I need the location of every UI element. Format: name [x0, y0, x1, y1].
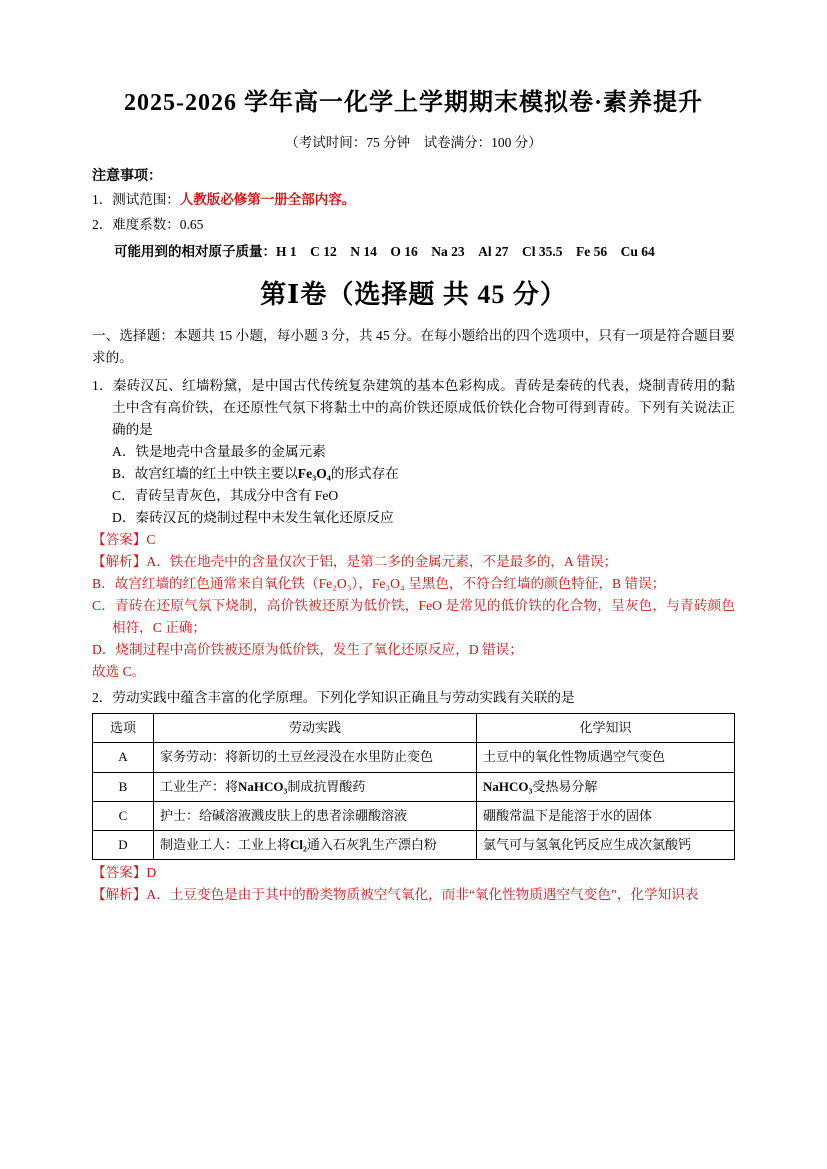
question-1-explain-2: B．故宫红墙的红色通常来自氧化铁（Fe₂O₃），Fe₃O₄ 呈黑色，不符合红墙的颜色特征，B 错误；: [92, 576, 666, 592]
question-1-option-a: [92, 441, 735, 463]
row-b-knowledge: [477, 772, 735, 801]
question-1-number: 1．: [92, 377, 113, 393]
row-c-practice: [154, 801, 477, 830]
answer-label: 【答案】: [92, 865, 147, 881]
option-c-key: C．: [112, 488, 135, 504]
section-intro: 一、选择题：本题共 15 小题，每小题 3 分，共 45 分。在每小题给出的四个选项中，只有一项是符合题目要求的。: [92, 327, 735, 365]
row-d-know-pre: 氯气可与氢氧化钙反应生成次氯酸钙: [483, 836, 692, 852]
table-row: [93, 830, 735, 859]
atomic-mass-label: 可能用到的相对原子质量：: [114, 243, 276, 259]
notice-index-2: 2．: [92, 217, 113, 233]
section-title: 第Ⅰ卷（选择题 共 45 分）: [260, 279, 567, 309]
option-b-formula: Fe₃O₄: [297, 466, 331, 482]
table-header-option: 选项: [93, 714, 154, 743]
row-c-know-pre: 硼酸常温下是能溶于水的固体: [483, 807, 653, 823]
row-b-practice-post: 制成抗胃酸药: [287, 778, 366, 794]
answer-value: C: [146, 532, 156, 548]
row-b-know-post: 受热易分解: [532, 778, 598, 794]
explain-text-1: A．铁在地壳中的含量仅次于铝，是第二多的金属元素，不是最多的，A 错误；: [146, 554, 618, 570]
row-a-practice-pre: 家务劳动：将新切的土豆丝浸没在水里防止变色: [160, 749, 434, 765]
question-1-option-b: [92, 463, 735, 485]
table-row: [93, 772, 735, 801]
explain-text-1: A．土豆变色是由于其中的酚类物质被空气氧化，而非“氧化性物质遇空气变色”，化学知识表: [146, 887, 699, 903]
question-2: [92, 687, 735, 906]
row-b-practice-pre: 工业生产：将: [160, 778, 239, 794]
question-2-number: 2．: [92, 690, 113, 706]
table-row: [93, 743, 735, 772]
question-1-explain-5: 故选 C。: [92, 664, 146, 680]
notice-index-1: 1．: [92, 192, 113, 208]
notice-label-2: 难度系数：: [112, 217, 180, 233]
option-b-key: B．: [112, 466, 135, 482]
row-b-option: B: [93, 772, 154, 801]
question-2-stem: [92, 687, 735, 709]
question-1-text: 秦砖汉瓦、红墙粉黛，是中国古代传统复杂建筑的基本色彩构成。青砖是秦砖的代表，烧制青砖用的黏土中含有高价铁，在还原性气氛下将黏土中的高价铁还原成低价铁化合物可得到青砖。下列有关说法正确的是: [112, 377, 736, 437]
row-d-practice-post: 通入石灰乳生产漂白粉: [306, 836, 437, 852]
row-b-practice-formula: NaHCO₃: [238, 778, 288, 794]
option-b-text: 故宫红墙的红土中铁主要以: [134, 466, 298, 482]
row-d-practice-formula: Cl₂: [290, 836, 307, 852]
answer-label: 【答案】: [92, 532, 147, 548]
option-a-text: 铁是地壳中含量最多的金属元素: [135, 444, 326, 460]
question-1-stem: [92, 375, 735, 441]
option-c-text: 青砖呈青灰色，其成分中含有 FeO: [134, 488, 339, 504]
row-d-option: D: [93, 830, 154, 859]
option-a-key: A．: [112, 444, 136, 460]
row-c-option: C: [93, 801, 154, 830]
explain-label: 【解析】: [92, 887, 147, 903]
option-d-text: 秦砖汉瓦的烧制过程中未发生氧化还原反应: [135, 510, 394, 526]
atomic-mass-values: H 1 C 12 N 14 O 16 Na 23 Al 27 Cl 35.5 Fe 56 Cu 64: [276, 243, 655, 259]
question-1-explain-1: [92, 551, 735, 573]
question-2-table: [92, 713, 735, 860]
notice-value-2: 0.65: [179, 217, 204, 233]
option-b-text-post: 的形式存在: [330, 466, 399, 482]
row-a-know-pre: 土豆中的氧化性物质遇空气变色: [483, 749, 666, 765]
question-1-option-c: [92, 485, 735, 507]
option-d-key: D．: [112, 510, 136, 526]
table-header-knowledge: 化学知识: [477, 714, 735, 743]
notice-item-difficulty: [92, 215, 735, 235]
table-row: [93, 801, 735, 830]
question-1-answer: [92, 529, 735, 551]
table-header-row: [93, 714, 735, 743]
question-1-explain-4: D．烧制过程中高价铁被还原为低价铁，发生了氧化还原反应，D 错误；: [92, 642, 523, 658]
question-1: [92, 375, 735, 683]
question-2-explain-1: [92, 884, 735, 906]
row-d-practice: [154, 830, 477, 859]
row-b-practice: [154, 772, 477, 801]
notice-heading: 注意事项：: [92, 169, 162, 185]
row-a-practice: [154, 743, 477, 772]
table-header-practice: 劳动实践: [154, 714, 477, 743]
row-a-option: A: [93, 743, 154, 772]
notice-label-1: 测试范围：: [112, 192, 180, 208]
answer-value: D: [146, 865, 157, 881]
page-title: 2025-2026 学年高一化学上学期期末模拟卷·素养提升: [124, 90, 703, 116]
explain-label: 【解析】: [92, 554, 147, 570]
row-a-knowledge: [477, 743, 735, 772]
row-d-knowledge: [477, 830, 735, 859]
notice-value-1: 人教版必修第一册全部内容。: [179, 192, 356, 208]
question-2-answer: [92, 862, 735, 884]
question-1-explain-3: C．青砖在还原气氛下烧制，高价铁被还原为低价铁，FeO 是常见的低价铁的化合物，呈灰色，与青砖颜色相符，C 正确；: [92, 598, 735, 636]
question-1-option-d: [92, 507, 735, 529]
row-d-practice-pre: 制造业工人：工业上将: [160, 836, 291, 852]
atomic-mass-line: [114, 242, 735, 262]
row-c-knowledge: [477, 801, 735, 830]
exam-subtitle: （考试时间：75 分钟 试卷满分：100 分）: [285, 135, 542, 151]
row-c-practice-pre: 护士：给碱溶液溅皮肤上的患者涂硼酸溶液: [160, 807, 408, 823]
notice-item-scope: [92, 190, 735, 210]
question-2-text: 劳动实践中蕴含丰富的化学原理。下列化学知识正确且与劳动实践有关联的是: [112, 690, 575, 706]
row-b-know-formula: NaHCO₃: [483, 778, 533, 794]
